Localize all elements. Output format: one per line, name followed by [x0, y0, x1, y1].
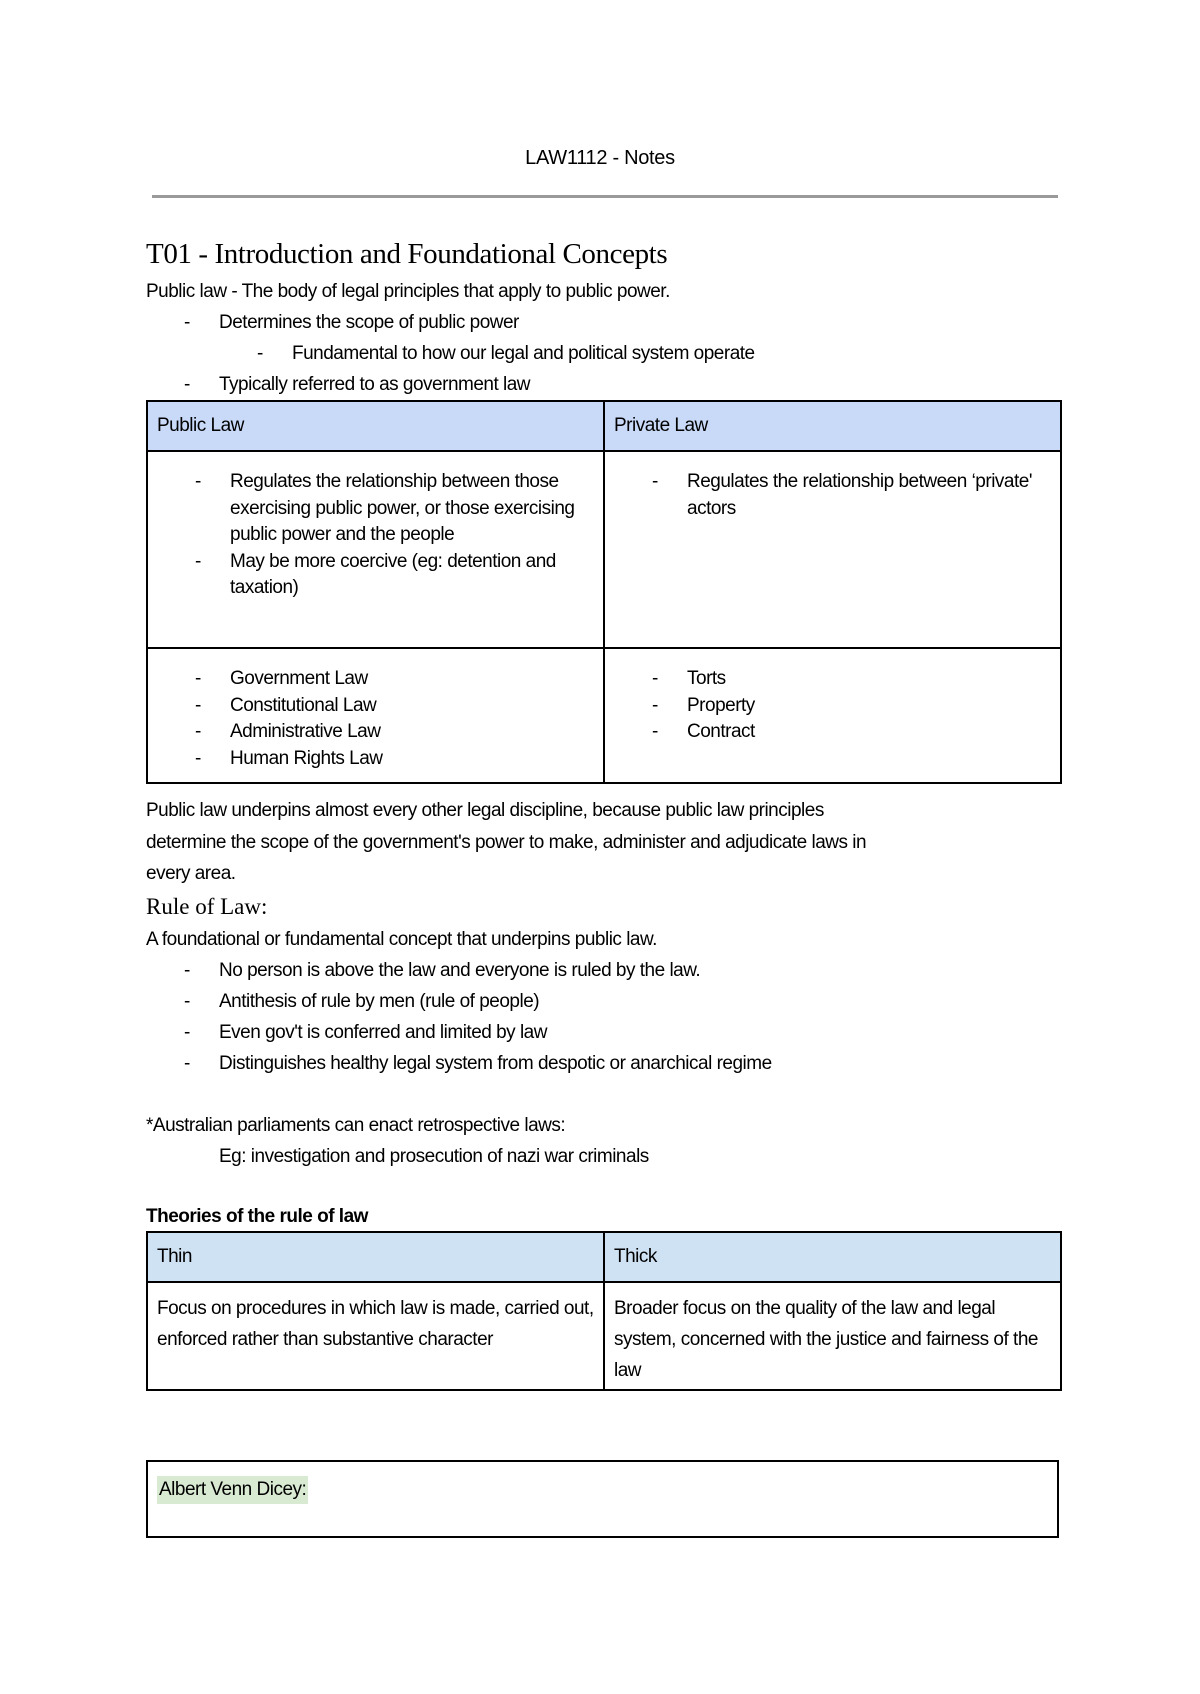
list-item: - Government Law: [195, 668, 368, 689]
bullet-marker: -: [184, 374, 190, 395]
bullet-marker: -: [184, 991, 190, 1012]
table-header-cell: Thick: [604, 1232, 1061, 1282]
bullet-marker: -: [184, 1053, 190, 1074]
list-item: - Regulates the relationship between those exercising public power, or those exercising public power and the people: [195, 471, 575, 545]
bullet-marker: -: [184, 960, 190, 981]
underpins-paragraph-line: every area.: [146, 863, 236, 884]
underpins-paragraph-line: Public law underpins almost every other legal discipline, because public law principles: [146, 800, 824, 821]
table-row: [147, 1282, 1061, 1390]
dicey-box: [146, 1460, 1059, 1538]
header-rule: [152, 195, 1058, 198]
dicey-label: Albert Venn Dicey:: [157, 1476, 308, 1504]
theories-heading: Theories of the rule of law: [146, 1206, 368, 1227]
list-item: - Contract: [652, 721, 755, 742]
table-row: [147, 648, 1061, 783]
rule-of-law-heading: Rule of Law:: [146, 894, 268, 919]
table-header-row: [147, 1232, 1061, 1282]
list-item: - Administrative Law: [195, 721, 381, 742]
table-cell: Focus on procedures in which law is made, carried out, enforced rather than substantive character: [147, 1282, 604, 1390]
table-header-cell: Thin: [147, 1232, 604, 1282]
list-item: - Torts: [652, 668, 726, 689]
table-row: [147, 451, 1061, 648]
table-header-row: [147, 401, 1061, 451]
public-private-law-table: [146, 400, 1062, 784]
table-cell: [604, 451, 1061, 648]
theories-table: [146, 1231, 1062, 1391]
page-header: LAW1112 - Notes: [525, 147, 675, 169]
section-title: T01 - Introduction and Foundational Concepts: [146, 238, 668, 270]
public-law-definition: Public law - The body of legal principles that apply to public power.: [146, 281, 670, 302]
table-cell: [604, 648, 1061, 783]
rule-of-law-definition: A foundational or fundamental concept that underpins public law.: [146, 929, 657, 950]
table-header-cell: Public Law: [147, 401, 604, 451]
list-item: - Property: [652, 694, 755, 716]
list-item: - Human Rights Law: [195, 747, 383, 769]
list-item: - Constitutional Law: [195, 694, 377, 716]
underpins-paragraph-line: determine the scope of the government's power to make, administer and adjudicate laws in: [146, 832, 867, 853]
list-item: - May be more coercive (eg: detention and taxation): [195, 550, 556, 598]
retrospective-laws-note: *Australian parliaments can enact retrospective laws:: [146, 1115, 566, 1136]
table-cell: [147, 451, 604, 648]
table-header-cell: Private Law: [604, 401, 1061, 451]
bullet-marker: -: [184, 312, 190, 333]
table-cell: [147, 648, 604, 783]
bullet-marker: -: [184, 1022, 190, 1043]
list-item: - Regulates the relationship between ‘private' actors: [652, 471, 1032, 519]
bullet-marker: -: [257, 343, 263, 364]
retrospective-laws-example: Eg: investigation and prosecution of nazi war criminals: [219, 1146, 649, 1167]
table-cell: Broader focus on the quality of the law and legal system, concerned with the justice and fairness of the law: [604, 1282, 1061, 1390]
